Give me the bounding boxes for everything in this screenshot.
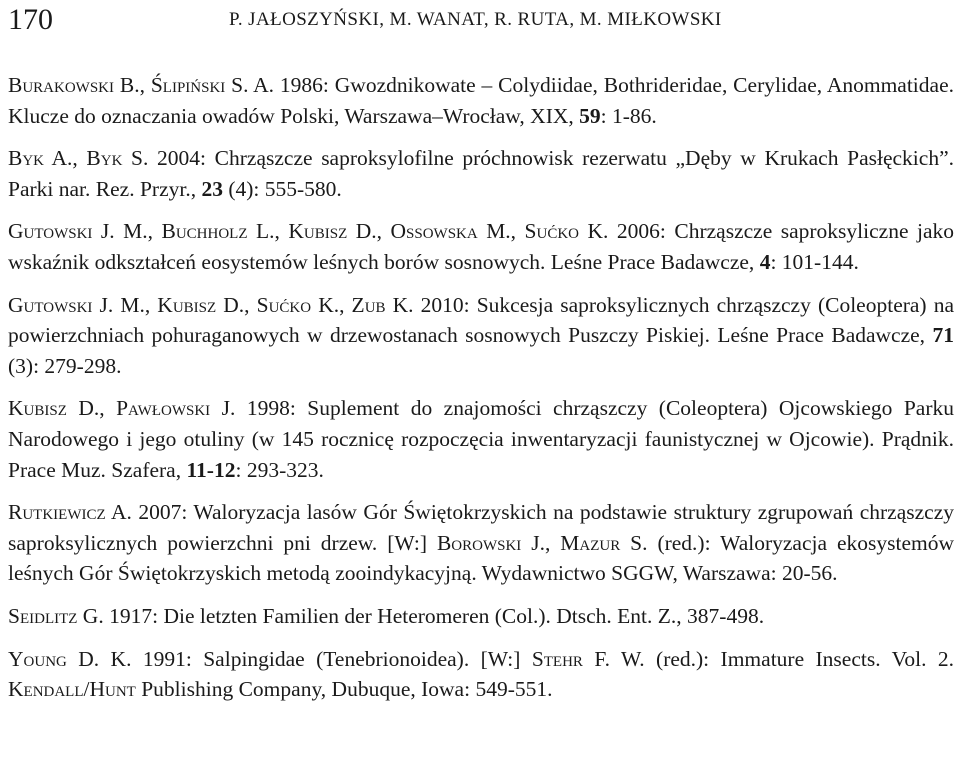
reference-text: : 293-323. <box>235 457 324 482</box>
reference-authors: Kendall/Hunt <box>8 677 136 702</box>
reference-authors: Stehr F. W. <box>531 646 645 671</box>
reference-entry <box>8 393 954 485</box>
reference-authors: Borowski J., Mazur S. <box>436 530 648 555</box>
reference-text: (red.): Waloryzacja ekosystemów leśnych Gór Świętokrzyskich metodą zooindykacyjną. Wydawnictwo SGGW, Warszawa: 20-56. <box>8 530 954 586</box>
reference-volume: 11-12 <box>186 457 236 482</box>
reference-text: 2010: Sukcesja saproksylicznych chrząszczy (Coleoptera) na powierzchniach pohuraganowych w drzewostanach sosnowych Puszczy Piskiej. Leśne Prace Badawcze, <box>8 292 954 348</box>
reference-entry <box>8 644 954 705</box>
reference-text: : 1-86. <box>600 103 657 128</box>
document-page <box>8 0 954 717</box>
page-number: 170 <box>8 3 53 36</box>
reference-entry <box>8 216 954 277</box>
reference-authors: Kubisz D., Pawłowski J. <box>8 396 236 421</box>
reference-text: Publishing Company, Dubuque, Iowa: 549-551. <box>135 677 553 702</box>
reference-text: (red.): Immature Insects. Vol. 2. <box>644 646 954 671</box>
reference-authors: Byk A., Byk S. <box>8 146 149 171</box>
reference-authors: Gutowski J. M., Buchholz L., Kubisz D., Ossowska M., Sućko K. <box>8 219 609 244</box>
running-header-authors: P. JAŁOSZYŃSKI, M. WANAT, R. RUTA, M. MIŁKOWSKI <box>229 9 722 30</box>
reference-text: 1917: Die letzten Familien der Heteromeren (Col.). Dtsch. Ent. Z., 387-498. <box>103 603 765 628</box>
reference-authors: Rutkiewicz A. <box>8 500 132 525</box>
reference-authors: Seidlitz G. <box>8 603 104 628</box>
reference-text: 2006: Chrząszcze saproksyliczne jako wskaźnik odkształceń eosystemów leśnych borów sosnowych. Leśne Prace Badawcze, <box>8 219 954 274</box>
running-header <box>8 0 954 40</box>
reference-entry <box>8 143 954 204</box>
reference-entry <box>8 290 954 382</box>
reference-text: 1986: Gwozdnikowate – Colydiidae, Bothrideridae, Cerylidae, Anommatidae. Klucze do oznaczania owadów Polski, Warszawa–Wrocław, XIX, <box>8 73 954 128</box>
reference-volume: 4 <box>759 249 771 274</box>
reference-entry <box>8 70 954 131</box>
reference-text: 1998: Suplement do znajomości chrząszczy (Coleoptera) Ojcowskiego Parku Narodowego i jego otuliny (w 145 rocznicę rozpoczęcia inwentaryzacji faunistycznej w Ojcowie). Prądnik. Prace Muz. Szafera, <box>8 396 954 482</box>
reference-volume: 23 <box>201 176 223 201</box>
reference-text: (3): 279-298. <box>8 353 122 378</box>
reference-authors: Gutowski J. M., Kubisz D., Sućko K., Zub K. <box>8 292 414 317</box>
reference-text: 2004: Chrząszcze saproksylofilne próchnowisk rezerwatu „Dęby w Krukach Pasłęckich”. Parki nar. Rez. Przyr., <box>8 146 954 201</box>
reference-text: 1991: Salpingidae (Tenebrionoidea). [W:] <box>131 646 532 671</box>
reference-list <box>8 70 954 705</box>
reference-authors: Young D. K. <box>8 646 132 671</box>
reference-entry <box>8 497 954 589</box>
reference-text: (4): 555-580. <box>222 176 342 201</box>
reference-volume: 59 <box>579 103 601 128</box>
reference-text: 2007: Waloryzacja lasów Gór Świętokrzyskich na podstawie struktury zgrupowań chrząszczy saproksylicznych powierzchni pni drzew. [W:] <box>8 500 954 555</box>
reference-volume: 71 <box>932 323 954 348</box>
reference-entry <box>8 601 954 632</box>
reference-text: : 101-144. <box>770 249 859 274</box>
reference-authors: Burakowski B., Ślipiński S. A. <box>8 73 275 97</box>
